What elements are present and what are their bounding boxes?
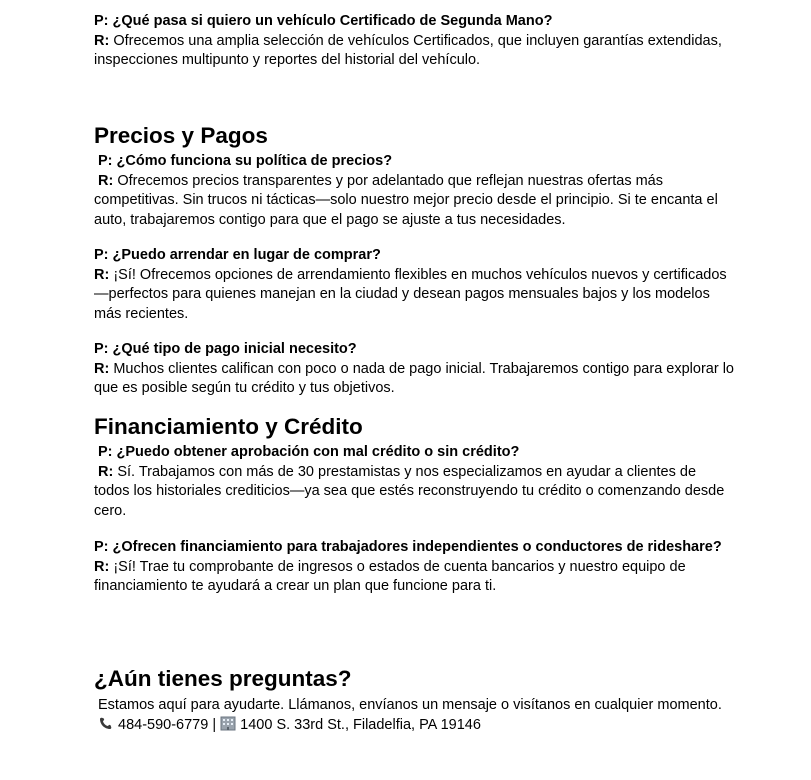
question-label: P: <box>98 153 113 169</box>
answer-text: Muchos clientes califican con poco o nada de pago inicial. Trabajaremos contigo para explorar lo que es posible según tu crédito y tus objetivos. <box>94 360 734 396</box>
telephone-receiver-icon <box>98 717 114 731</box>
contact-description: Estamos aquí para ayudarte. Llámanos, envíanos un mensaje o visítanos en cualquier momento. <box>98 697 722 713</box>
section-title-contact: ¿Aún tienes preguntas? <box>94 666 352 691</box>
faq-question <box>94 538 734 558</box>
faq-answer <box>94 172 734 231</box>
faq-answer <box>94 558 734 597</box>
faq-item-pricing-policy <box>94 152 734 230</box>
answer-text: ¡Sí! Ofrecemos opciones de arrendamiento flexibles en muchos vehículos nuevos y certificados—perfectos para quienes manejan en la ciudad y desean pagos mensuales bajos y los modelos más recientes. <box>94 266 727 322</box>
answer-text: Ofrecemos una amplia selección de vehículos Certificados, que incluyen garantías extendidas, inspecciones multipunto y reportes del historial del vehículo. <box>94 32 722 68</box>
faq-answer <box>94 266 734 325</box>
faq-item-down-payment <box>94 340 734 399</box>
question-label: P: <box>94 539 109 555</box>
question-text: ¿Puedo arrendar en lugar de comprar? <box>112 247 381 263</box>
contact-separator: | <box>212 716 217 733</box>
question-label: P: <box>94 13 109 29</box>
question-label: P: <box>94 247 109 263</box>
question-label: P: <box>98 444 113 460</box>
answer-label: R: <box>94 360 110 377</box>
answer-label: R: <box>98 463 114 480</box>
answer-text: ¡Sí! Trae tu comprobante de ingresos o estados de cuenta bancarios y nuestro equipo de financiamiento te ayudará a crear un plan que funcione para ti. <box>94 558 686 594</box>
question-text: ¿Qué pasa si quiero un vehículo Certificado de Segunda Mano? <box>112 13 553 29</box>
answer-label: R: <box>94 32 110 49</box>
question-text: ¿Ofrecen financiamiento para trabajadores independientes o conductores de rideshare? <box>112 539 722 555</box>
contact-phone[interactable]: 484-590-6779 <box>118 716 209 733</box>
faq-answer <box>94 32 734 71</box>
question-text: ¿Cómo funciona su política de precios? <box>116 153 393 169</box>
faq-question <box>94 443 734 463</box>
question-label: P: <box>94 341 109 357</box>
answer-label: R: <box>98 172 114 189</box>
answer-text: Sí. Trabajamos con más de 30 prestamistas y nos especializamos en ayudar a clientes de todos los historiales crediticios—ya sea que estés reconstruyendo tu crédito o comenzando desde cero. <box>94 463 725 519</box>
answer-label: R: <box>94 558 110 575</box>
faq-item-bad-credit <box>94 443 734 521</box>
faq-question <box>94 12 734 32</box>
faq-item-self-employed <box>94 538 734 597</box>
answer-label: R: <box>94 266 110 283</box>
faq-answer <box>94 360 734 399</box>
faq-answer <box>94 463 734 522</box>
faq-item-certified <box>94 12 734 71</box>
section-title-pricing: Precios y Pagos <box>94 123 268 148</box>
faq-question <box>94 246 734 266</box>
contact-line <box>94 716 734 736</box>
contact-text <box>94 696 734 716</box>
contact-block <box>94 696 734 735</box>
question-text: ¿Puedo obtener aprobación con mal crédito o sin crédito? <box>116 444 520 460</box>
section-title-financing: Financiamiento y Crédito <box>94 414 363 439</box>
faq-question <box>94 340 734 360</box>
question-text: ¿Qué tipo de pago inicial necesito? <box>112 341 357 357</box>
faq-question <box>94 152 734 172</box>
faq-item-lease <box>94 246 734 324</box>
contact-address[interactable]: 1400 S. 33rd St., Filadelfia, PA 19146 <box>240 716 481 733</box>
answer-text: Ofrecemos precios transparentes y por adelantado que reflejan nuestras ofertas más competitivas. Sin trucos ni tácticas—solo nuestro mejor precio desde el principio. Si te encanta el auto, trabajaremos contigo para que el pago se ajuste a tus necesidades. <box>94 172 718 228</box>
office-building-icon <box>220 716 236 731</box>
